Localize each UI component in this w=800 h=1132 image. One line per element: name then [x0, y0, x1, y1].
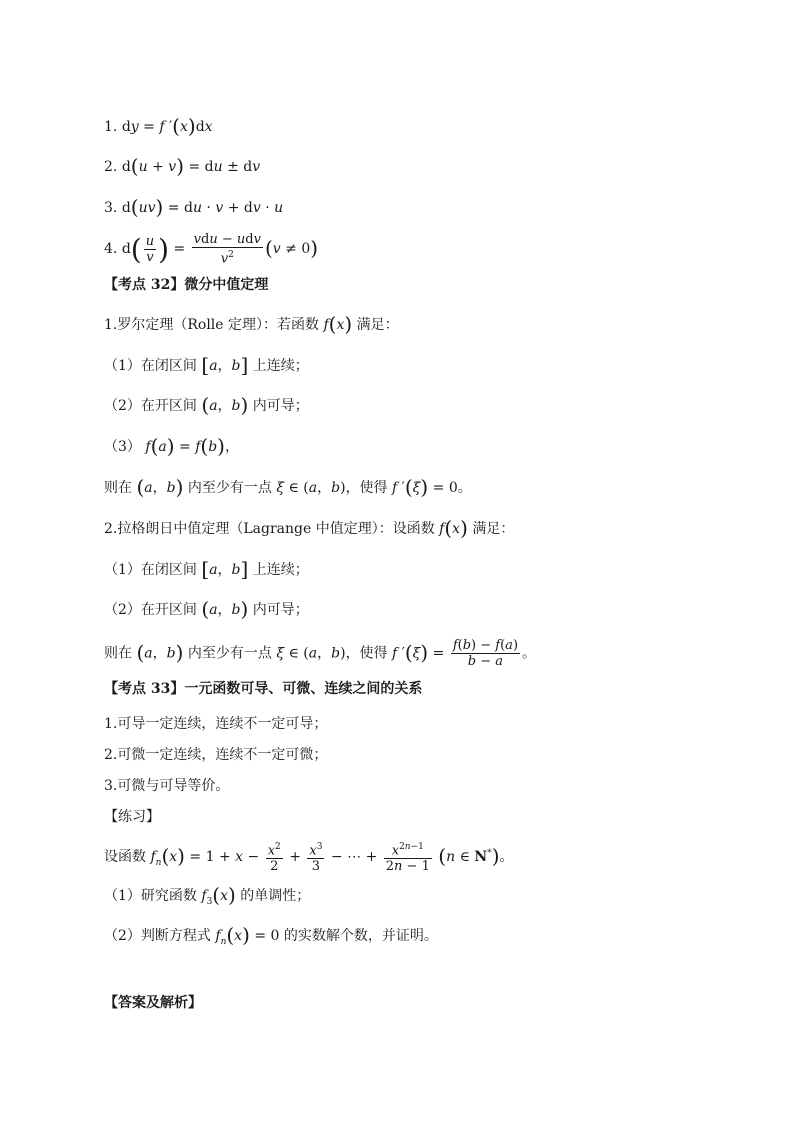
lagrange-condition-2: （2）在开区间 (a，b) 内可导；: [104, 597, 309, 621]
lagrange-intro: 2.拉格朗日中值定理（Lagrange 中值定理）：设函数 f(x) 满足：: [104, 516, 515, 540]
practice-question-1: （1）研究函数 $f_3(x)$ 的单调性；: [104, 883, 311, 907]
practice-title: 【练习】: [104, 809, 160, 825]
practice-question-2: （2）判断方程式 $f_n(x) = 0$ 的实数解个数，并证明。: [104, 923, 438, 947]
lagrange-condition-1: （1）在闭区间 [a，b] 上连续；: [104, 557, 309, 581]
answer-title: 【答案及解析】: [104, 995, 202, 1011]
lagrange-conclusion: 则在 (a，b) 内至少有一点 ξ ∈ (a，b)，使得 f ′(ξ) = $\frac{f(b) - f(a)}{b - a}$ 。: [104, 638, 537, 669]
formula-2: 2. d(u + v) = du ± dv: [104, 154, 261, 178]
rolle-condition-3: （3） f(a) = f(b)，: [104, 434, 239, 458]
rolle-condition-1: （1）在闭区间 [a，b] 上连续；: [104, 353, 309, 377]
rolle-conclusion: 则在 (a，b) 内至少有一点 ξ ∈ (a，b)，使得 f ′(ξ) = 0。: [104, 475, 472, 499]
section-33-item-2: 2.可微一定连续，连续不一定可微；: [104, 747, 328, 763]
section-33-title: 【考点 33】一元函数可导、可微、连续之间的关系: [104, 681, 423, 697]
formula-4: 4. d( $\frac{u}{v}$ ) = $\frac{\text{vdu − udv}}{v^2}$ (v ≠ 0): [104, 232, 319, 267]
formula-3: 3. d(uv) = du · v + dv · u: [104, 195, 284, 219]
section-33-item-3: 3.可微与可导等价。: [104, 778, 230, 794]
section-32-title: 【考点 32】微分中值定理: [104, 277, 269, 293]
section-33-item-1: 1.可导一定连续，连续不一定可导；: [104, 716, 328, 732]
rolle-condition-2: （2）在开区间 (a，b) 内可导；: [104, 393, 309, 417]
formula-1: 1. dy = f ′(x)dx: [104, 114, 213, 138]
practice-function-definition: 设函数 $f_n(x) = 1 + x$ − $\frac{x^2}{2}$ + $\frac{x^3}{3}$ − ⋯ + $\frac{x^{2n-1}}{2n - 1}$ (n ∈ N*)。: [104, 842, 514, 875]
rolle-intro: 1.罗尔定理（Rolle 定理）：若函数 f(x) 满足：: [104, 312, 399, 336]
